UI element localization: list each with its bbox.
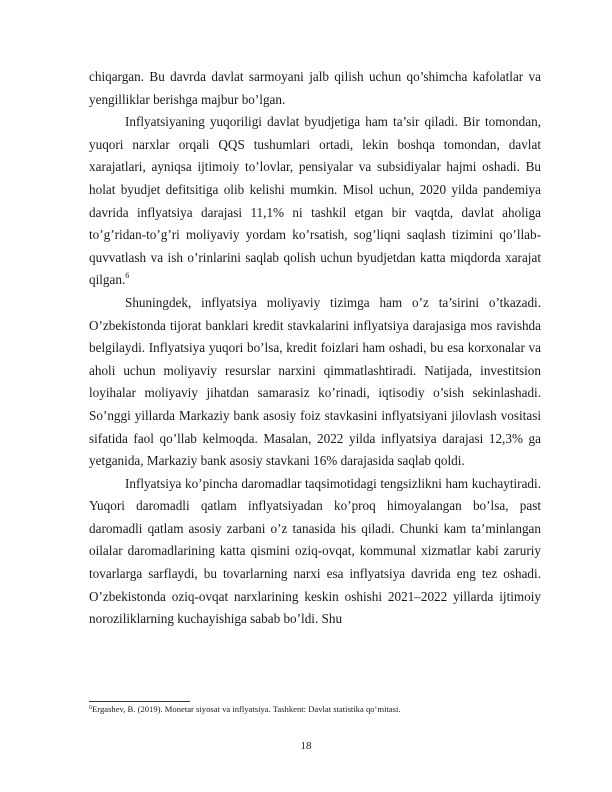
paragraph-budget-text: Inflyatsiyaning yuqoriligi davlat byudjetiga ham ta’sir qiladi. Bir tomondan, yuqori narxlar orqali QQS tushumlari ortadi, lekin boshqa tomondan, davlat xarajatlari, ayniqsa ijtimoiy to’lovlar, pensiyalar va subsidiyalar hajmi oshadi. Bu holat byudjet defitsitiga olib kelishi mumkin. Misol uchun, 2020 yilda pandemiya davrida inflyatsiya darajasi 11,1% ni tashkil etgan bir vaqtda, davlat aholiga to’g’ridan-to’g’ri moliyaviy yordam ko’rsatish, sog’liqni saqlash tizimini qo’llab-quvvatlash va ish o’rinlarini saqlab qolish uchun byudjetdan katta miqdorda xarajat qilgan.: [89, 114, 541, 288]
page-number: 18: [300, 740, 312, 752]
footnote-text: Ergashev, B. (2019). Monetar siyosat va inflyatsiya. Tashkent: Davlat statistika qo‘mitasi.: [92, 704, 401, 714]
footnote-marker: 6: [89, 705, 92, 711]
paragraph-income-inequality: Inflyatsiya ko’pincha daromadlar taqsimotidagi tengsizlikni ham kuchaytiradi. Yuqori daromadli qatlam inflyatsiyadan ko’proq himoyalangan bo’lsa, past daromadli qatlam asosiy zarbani o’z tanasida his qiladi. Chunki kam ta’minlangan oilalar daromadlarining katta qismini oziq-ovqat, kommunal xizmatlar kabi zaruriy tovarlarga sarflaydi, bu tovarlarning narxi esa inflyatsiya davrida eng tez oshadi. O’zbekistonda oziq-ovqat narxlarining keskin oshishi 2021–2022 yillarda ijtimoiy noroziliklarning kuchayishiga sabab bo’ldi. Shu: [89, 475, 541, 627]
paragraph-budget: [89, 111, 541, 292]
paragraph-continuation: chiqargan. Bu davrda davlat sarmoyani jalb qilish uchun qo’shimcha kafolatlar va yengilliklar berishga majbur bo’lgan.: [89, 69, 541, 107]
footnote-reference[interactable]: 6: [125, 271, 130, 281]
body-text: [89, 66, 541, 631]
paragraph-financial-system: Shuningdek, inflyatsiya moliyaviy tizimga ham o’z ta’sirini o’tkazadi. O’zbekistonda tijorat banklari kredit stavkalarini inflyatsiya darajasiga mos ravishda belgilaydi. Inflyatsiya yuqori bo’lsa, kredit foizlari ham oshadi, bu esa korxonalar va aholi uchun moliyaviy resurslar narxini qimmatlashtiradi. Natijada, investitsion loyihalar moliyaviy jihatdan samarasiz ko’rinadi, iqtisodiy o’sish sekinlashadi. So’nggi yillarda Markaziy bank asosiy foiz stavkasini inflyatsiyani jilovlash vositasi sifatida faol qo’llab kelmoqda. Masalan, 2022 yilda inflyatsiya darajasi 12,3% ga yetganida, Markaziy bank asosiy stavkani 16% darajasida saqlab qoldi.: [89, 294, 541, 469]
footnote-separator: [89, 701, 190, 702]
footnote: [89, 704, 541, 715]
